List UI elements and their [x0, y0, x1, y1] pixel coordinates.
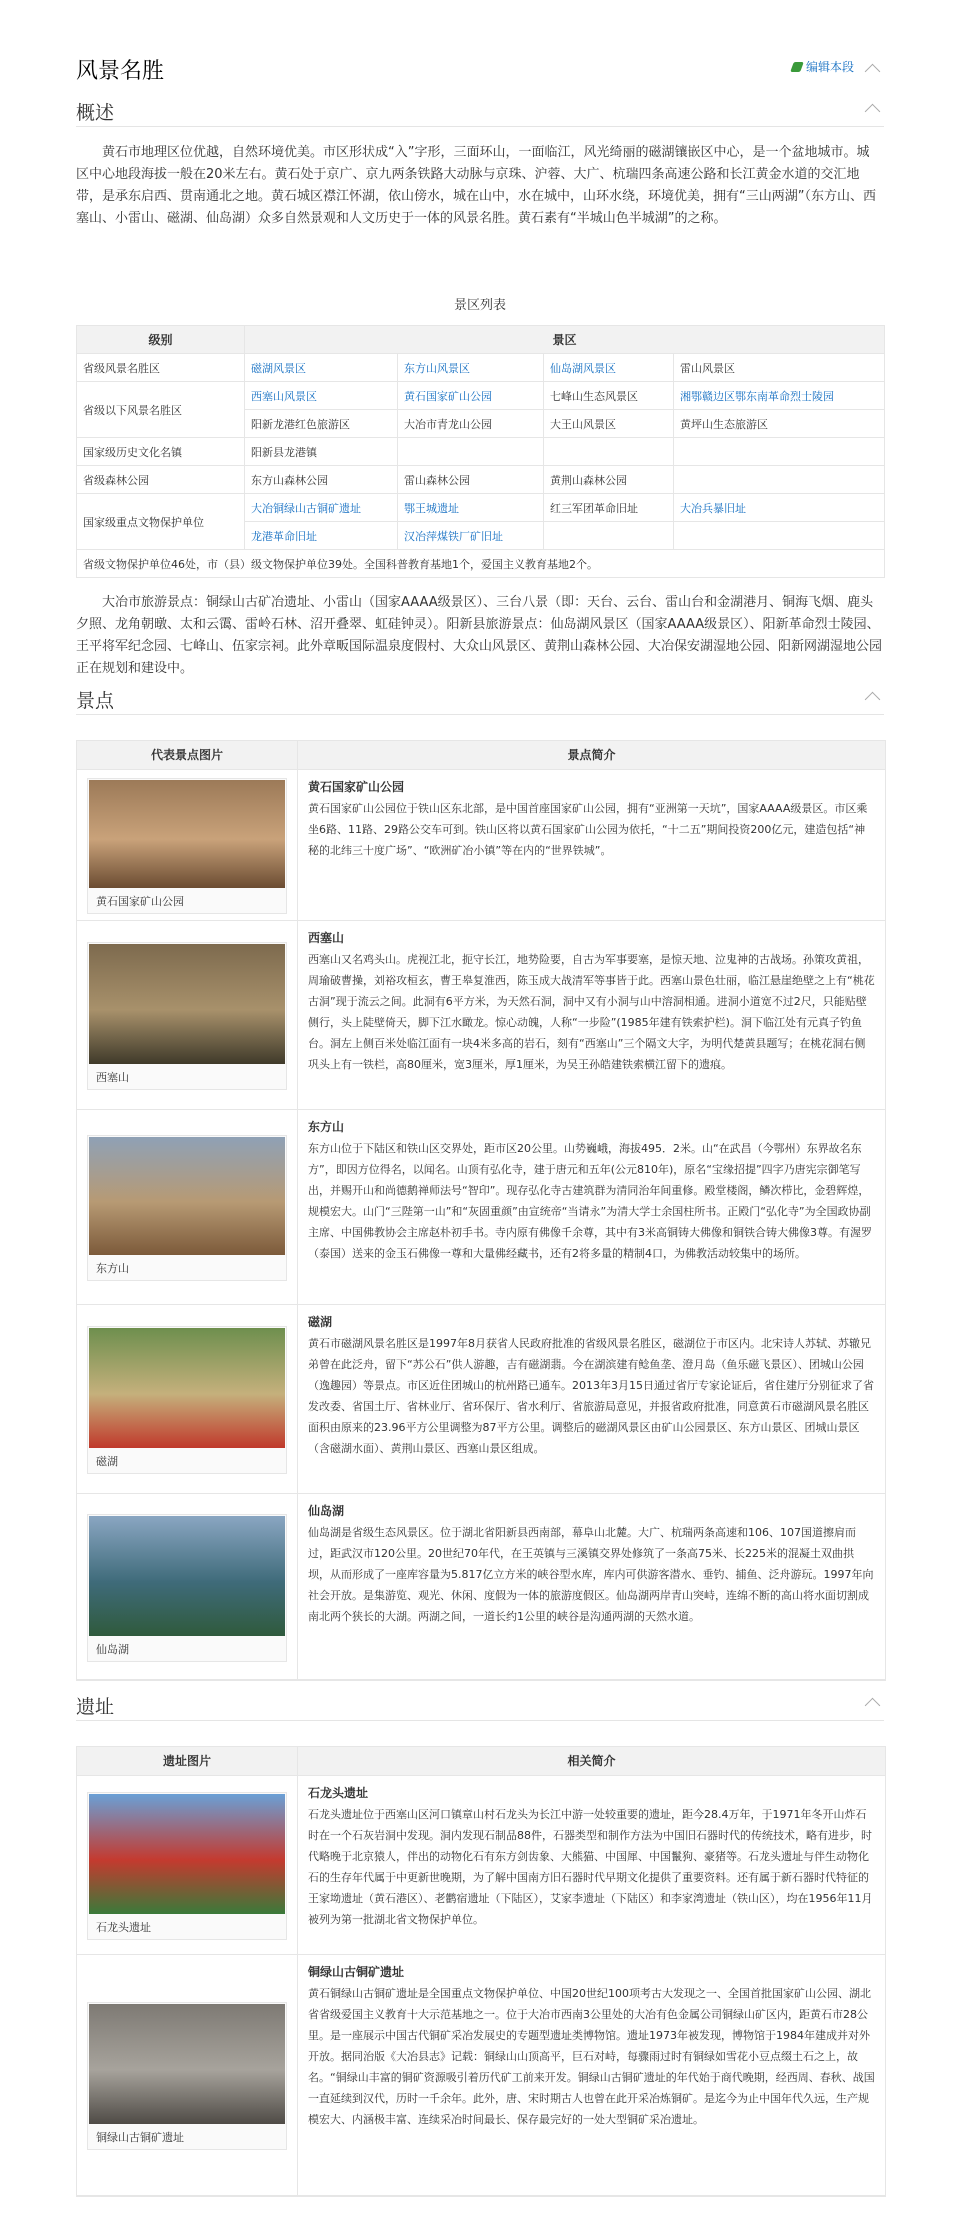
image-caption: 黄石国家矿山公园: [96, 895, 184, 908]
scenic-list-table: [76, 325, 885, 578]
table-header-row: [77, 326, 885, 354]
scenic-photo[interactable]: [89, 1137, 285, 1255]
level-cell: 省级以下风景名胜区: [77, 382, 245, 438]
list-item: [77, 1305, 885, 1494]
list-item: [77, 1776, 885, 1955]
area-cell: 七峰山生态风景区: [544, 382, 674, 410]
table-footer: 省级文物保护单位46处，市（县）级文物保护单位39处。全国科普教育基地1个，爱国主义教育基地2个。: [77, 550, 885, 578]
sites-table: [76, 1746, 886, 2197]
item-description: 西塞山又名鸡头山。虎视江北，扼守长江，地势险要，自古为军事要塞，是惊天地、泣鬼神的古战场。孙策攻黄祖，周瑜破曹操，刘裕攻桓玄，曹王皋复淮西，陈玉成大战清军等事皆于此。西塞山景色壮丽，临江悬崖绝壁之上有“桃花古洞”现于流云之间。此洞有6平方米，为天然石洞，洞中又有小洞与山中溶洞相通。进洞小道宽不过2尺，只能贴壁侧行，头上陡壁倚天，脚下江水瞰龙。惊心动魄，人称“一步险”(1985年建有铁索护栏)。洞下临江处有元真子钓鱼台。洞左上侧百米处临江面有一块4米多高的岩石，刻有“西塞山”三个隔文大字，为明代楚黄县题写；在桃花洞右侧巩头上有一铁栏，高80厘米，宽3厘米，厚1厘米，为吴王孙皓建铁索横江留下的遗痕。: [308, 953, 875, 1071]
table-footer-row: [77, 550, 885, 578]
column-header-desc: 景点简介: [567, 748, 616, 762]
area-cell: 大冶市青龙山公园: [398, 410, 544, 438]
table-row: [77, 466, 885, 494]
image-cell: [77, 770, 298, 920]
attractions-header: [76, 682, 884, 715]
area-cell: 黄坪山生态旅游区: [674, 410, 885, 438]
image-cell: [77, 1305, 298, 1493]
pencil-icon: [790, 62, 804, 72]
list-item: [77, 921, 885, 1110]
image-caption: 东方山: [96, 1262, 129, 1275]
level-cell: 国家级重点文物保护单位: [77, 494, 245, 550]
column-header-image: 代表景点图片: [77, 741, 298, 769]
area-cell[interactable]: 仙岛湖风景区: [544, 354, 674, 382]
chevron-up-icon[interactable]: [865, 104, 881, 120]
item-description: 黄石国家矿山公园位于铁山区东北部，是中国首座国家矿山公园，拥有“亚洲第一天坑”，国家AAAA级景区。市区乘坐6路、11路、29路公交车可到。铁山区将以黄石国家矿山公园为依托，“十二五”期间投资200亿元，建造包括“神秘的北纬三十度广场”、“欧洲矿冶小镇”等在内的“世界铁城”。: [308, 802, 868, 857]
area-cell: [674, 438, 885, 466]
image-caption: 石龙头遗址: [96, 1921, 151, 1934]
list-item: [77, 1110, 885, 1305]
area-cell: [674, 522, 885, 550]
level-cell: 国家级历史文化名镇: [77, 438, 245, 466]
image-caption: 铜绿山古铜矿遗址: [96, 2131, 184, 2144]
thumbnail[interactable]: [87, 778, 287, 914]
area-cell[interactable]: 大冶铜绿山古铜矿遗址: [245, 494, 398, 522]
area-cell: 东方山森林公园: [245, 466, 398, 494]
column-header-level: 级别: [77, 326, 245, 354]
image-cell: [77, 1776, 298, 1954]
area-cell: [544, 438, 674, 466]
description-cell: [298, 921, 885, 1109]
area-cell: [398, 438, 544, 466]
chevron-up-icon[interactable]: [865, 1698, 881, 1714]
item-title: 石龙头遗址: [308, 1786, 369, 1800]
area-cell: 黄荆山森林公园: [544, 466, 674, 494]
thumbnail[interactable]: [87, 942, 287, 1090]
thumbnail[interactable]: [87, 1135, 287, 1281]
sites-heading: 遗址: [76, 1696, 115, 1718]
image-caption: 西塞山: [96, 1071, 129, 1084]
image-cell: [77, 1110, 298, 1304]
item-title: 东方山: [308, 1120, 345, 1134]
image-caption: 磁湖: [96, 1455, 118, 1468]
column-header-desc: 相关简介: [567, 1754, 616, 1768]
image-cell: [77, 921, 298, 1109]
scenic-photo[interactable]: [89, 780, 285, 888]
item-description: 石龙头遗址位于西塞山区河口镇章山村石龙头为长江中游一处较重要的遗址，距今28.4万年，于1971年冬开山炸石时在一个石灰岩洞中发现。洞内发现石制品88件，石器类型和制作方法为中国旧石器时代的传统技术，略有进步，时代略晚于北京猿人，伴出的动物化石有东方剑齿象、大熊猫、中国犀、中国鬣狗、豪猪等。石龙头遗址与伴生动物化石的生存年代属于中更新世晚期，为了解中国南方旧石器时代早期文化提供了重要资料。还有属于新石器时代特征的王家坳遗址（黄石港区）、老鹳宿遗址（下陆区），艾家李遗址（下陆区）和李家湾遗址（铁山区），均在1956年11月被列为第一批湖北省文物保护单位。: [308, 1808, 873, 1926]
area-cell[interactable]: 西塞山风景区: [245, 382, 398, 410]
overview-heading: 概述: [76, 102, 115, 124]
item-description: 黄石市磁湖风景名胜区是1997年8月获省人民政府批准的省级风景名胜区，磁湖位于市区内。北宋诗人苏轼、苏辙兄弟曾在此泛舟，留下“苏公石”供人游趣，吉有磁湖翡。今在湖滨建有鲶鱼垄、澄月岛（鱼乐磁飞景区）、团城山公园（逸趣园）等景点。市区近住团城山的杭州路已通车。2013年3月15日通过省厅专家论证后，省住建厅分别征求了省发改委、省国土厅、省林业厅、省环保厅、省水利厅、省旅游局意见，并报省政府批准，同意黄石市磁湖风景名胜区面积由原来的23.96平方公里调整为87平方公里。调整后的磁湖风景区由矿山公园景区、东方山景区、团城山景区（含磁湖水面）、黄荆山景区、西塞山景区组成。: [308, 1337, 874, 1455]
column-header-image: 遗址图片: [77, 1747, 298, 1775]
scenic-list-caption: 景区列表: [453, 298, 506, 313]
overview-header: [76, 94, 884, 127]
attractions-table: [76, 740, 886, 1681]
area-cell[interactable]: 磁湖风景区: [245, 354, 398, 382]
area-cell: [674, 466, 885, 494]
area-cell[interactable]: 龙港革命旧址: [245, 522, 398, 550]
column-header-areas: 景区: [245, 326, 885, 354]
thumbnail[interactable]: [87, 2002, 287, 2150]
area-cell[interactable]: 黄石国家矿山公园: [398, 382, 544, 410]
item-description: 东方山位于下陆区和铁山区交界处，距市区20公里。山势巍峨，海拔495．2米。山“在武昌（今鄂州）东界故名东方”，即因方位得名，以闻名。山顶有弘化寺，建于唐元和五年(公元810年)，原名“宝缘招提”四字乃唐宪宗御笔写出，并赐开山和尚德鹅禅师法号“智印”。现存弘化寺古建筑群为清同治年间重修。殿堂楼阁，鳞次栉比，金碧辉煌，规模宏大。山门“三陛第一山”和“灰固重颜”由宣统帝“当请永”为清大学士余国柱所书。正殿门“弘化寺”为全国政协副主席、中国佛教协会主席赵朴初手书。寺内原有佛像千余尊，其中有3米高铜铸大佛像和铜铁合铸大佛像3尊。有渥罗（泰国）送来的金玉石佛像一尊和大量佛经藏书，还有2将多量的精制4口，为佛教活动较集中的场所。: [308, 1142, 872, 1260]
table-row: [77, 382, 885, 410]
page-title: 风景名胜: [76, 59, 165, 84]
daye-paragraph: 大冶市旅游景点：铜绿山古矿冶遗址、小雷山（国家AAAA级景区）、三台八景（即：天台、云台、雷山台和金湖港月、铜海飞烟、鹿头夕照、龙角朝暾、太和云霭、雷岭石林、沼开叠翠、虹硅钟灵）。阳新县旅游景点：仙岛湖风景区（国家AAAA级景区）、阳新革命烈士陵园、王平将军纪念园、七峰山、伍家宗祠。此外章畈国际温泉度假村、大众山风景区、黄荆山森林公园、大冶保安湖湿地公园、阳新网湖湿地公园正在规划和建设中。: [76, 595, 883, 676]
area-cell: 阳新龙港红色旅游区: [245, 410, 398, 438]
list-item: [77, 1494, 885, 1680]
item-title: 西塞山: [308, 931, 345, 945]
area-cell[interactable]: 东方山风景区: [398, 354, 544, 382]
scenic-photo[interactable]: [89, 1516, 285, 1636]
edit-section-link[interactable]: [792, 58, 854, 75]
chevron-up-icon[interactable]: [865, 692, 881, 708]
area-cell[interactable]: 湘鄂赣边区鄂东南革命烈士陵园: [674, 382, 885, 410]
area-cell[interactable]: 鄂王城遗址: [398, 494, 544, 522]
description-cell: [298, 1305, 885, 1493]
item-description: 仙岛湖是省级生态风景区。位于湖北省阳新县西南部，幕阜山北麓。大广、杭瑞两条高速和106、107国道擦肩而过，距武汉市120公里。20世纪70年代，在王英镇与三溪镇交界处修筑了一条高75米、长225米的混凝土双曲拱坝，从而形成了一座库容量为5.817亿立方米的峡谷型水库，库内可供游客潜水、垂钓、捕鱼、泛舟游玩。1997年向社会开放。是集游览、观光、休闲、度假为一体的旅游度假区。仙岛湖两岸青山突峙，连绵不断的高山将水面切割成南北两个狭长的大湖。两湖之间，一道长约1公里的峡谷是沟通两湖的天然水道。: [308, 1526, 874, 1623]
level-cell: 省级风景名胜区: [77, 354, 245, 382]
description-cell: [298, 1494, 885, 1679]
chevron-up-icon[interactable]: [865, 64, 881, 80]
item-description: 黄石铜绿山古铜矿遗址是全国重点文物保护单位、中国20世纪100项考古大发现之一、全国首批国家矿山公园、湖北省省级爱国主义教育十大示范基地之一。位于大冶市西南3公里处的大冶有色金属公司铜绿山矿区内，距黄石市28公里。是一座展示中国古代铜矿采冶发展史的专题型遗址类博物馆。遗址1973年被发现，博物馆于1984年建成并对外开放。据同治版《大冶县志》记载：铜绿山山顶高平，巨石对峙，每骤雨过时有铜绿如雪花小豆点缀土石之上，故名。“铜绿山丰富的铜矿资源吸引着历代矿工前来开发。铜绿山古铜矿遗址的年代始于商代晚期，经西周、春秋、战国一直延续到汉代，历时一千余年。此外，唐、宋时期古人也曾在此开采冶炼铜矿。是迄今为止中国年代久远，生产规模宏大、内涵极丰富、连续采冶时间最长、保存最完好的一处大型铜矿采冶遗址。: [308, 1987, 875, 2126]
thumbnail[interactable]: [87, 1326, 287, 1474]
scenic-photo[interactable]: [89, 944, 285, 1064]
list-item: [77, 1955, 885, 2196]
attractions-heading: 景点: [76, 690, 115, 712]
item-title: 黄石国家矿山公园: [308, 780, 405, 794]
table-row: [77, 438, 885, 466]
image-caption: 仙岛湖: [96, 1643, 129, 1656]
area-cell: [544, 522, 674, 550]
area-cell[interactable]: 大冶兵暴旧址: [674, 494, 885, 522]
description-cell: [298, 770, 885, 920]
attractions-table-header: [77, 741, 885, 770]
title-bar: [76, 48, 884, 88]
area-cell[interactable]: 汉冶萍煤铁厂矿旧址: [398, 522, 544, 550]
sites-table-header: [77, 1747, 885, 1776]
area-cell: 大王山风景区: [544, 410, 674, 438]
item-title: 铜绿山古铜矿遗址: [308, 1965, 405, 1979]
area-cell: 阳新县龙港镇: [245, 438, 398, 466]
image-cell: [77, 1955, 298, 2195]
scenic-photo[interactable]: [89, 2004, 285, 2124]
item-title: 仙岛湖: [308, 1504, 345, 1518]
image-cell: [77, 1494, 298, 1679]
description-cell: [298, 1110, 885, 1304]
thumbnail[interactable]: [87, 1792, 287, 1940]
edit-label: 编辑本段: [805, 60, 854, 74]
description-cell: [298, 1776, 885, 1954]
scenic-photo[interactable]: [89, 1794, 285, 1914]
table-row: [77, 354, 885, 382]
thumbnail[interactable]: [87, 1514, 287, 1662]
level-cell: 省级森林公园: [77, 466, 245, 494]
sites-header: [76, 1688, 884, 1721]
description-cell: [298, 1955, 885, 2195]
overview-paragraph: 黄石市地理区位优越，自然环境优美。市区形状成“入”字形，三面环山，一面临江，风光绮丽的磁湖镶嵌区中心，是一个盆地城市。城区中心地段海拔一般在20米左右。黄石处于京广、京九两条铁路大动脉与京珠、沪蓉、大广、杭瑞四条高速公路和长江黄金水道的交汇地带，是承东启西、贯南通北之地。黄石城区襟江怀湖，依山傍水，城在山中，水在城中，山环水绕，环境优美，拥有“三山两湖”（东方山、西塞山、小雷山、磁湖、仙岛湖）众多自然景观和人文历史于一体的风景名胜。黄石素有“半城山色半城湖”的之称。: [76, 145, 876, 226]
area-cell: 雷山风景区: [674, 354, 885, 382]
area-cell: 雷山森林公园: [398, 466, 544, 494]
table-row: [77, 494, 885, 522]
scenic-photo[interactable]: [89, 1328, 285, 1448]
area-cell: 红三军团革命旧址: [544, 494, 674, 522]
list-item: [77, 770, 885, 921]
item-title: 磁湖: [308, 1315, 333, 1329]
